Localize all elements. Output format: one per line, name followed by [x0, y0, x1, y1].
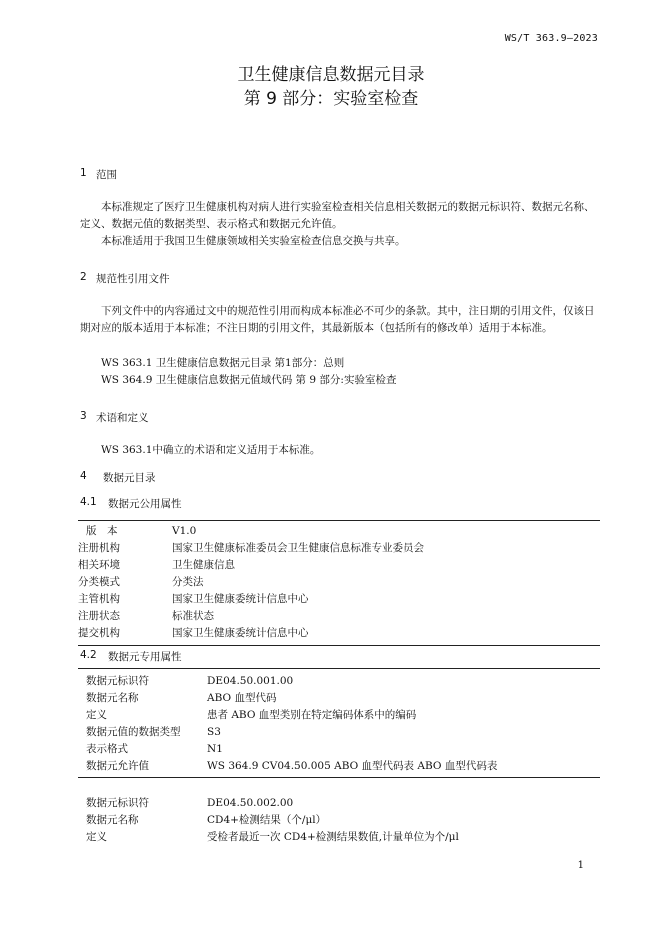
table-4-1-bottom-rule [78, 645, 600, 646]
section-1-paragraph-1: 本标准规定了医疗卫生健康机构对病人进行实验室检查相关信息相关数据元的数据元标识符、数据元名称、定义、数据元值的数据类型、表示格式和数据元允许值。 [80, 201, 595, 230]
section-2-paragraph-1: 下列文件中的内容通过文中的规范性引用而构成本标准必不可少的条款。其中，注日期的引用文件，仅该日期对应的版本适用于本标准；不注日期的引用文件，其最新版本（包括所有的修改单）适用于本标准。 [80, 305, 595, 334]
standard-code: WS/T 363.9—2023 [504, 33, 598, 44]
row-label: 定义 [86, 831, 107, 843]
table-row [78, 557, 600, 574]
row-label: 版 本 [86, 525, 118, 537]
row-value: 国家卫生健康标准委员会卫生健康信息标准专业委员会 [172, 542, 424, 554]
section-4-2-title: 数据元专用属性 [108, 651, 182, 663]
section-3-number: 3 [80, 410, 87, 422]
row-label: 数据元标识符 [86, 675, 149, 687]
row-value: 受检者最近一次 CD4+检测结果数值,计量单位为个/μl [207, 831, 459, 843]
row-value: S3 [207, 726, 221, 738]
section-2-number: 2 [80, 271, 87, 283]
row-label: 注册状态 [78, 610, 120, 622]
table-4-1-top-rule [78, 520, 600, 521]
table-row [78, 795, 600, 812]
row-value: 国家卫生健康委统计信息中心 [172, 593, 309, 605]
table-row [78, 758, 600, 775]
row-label: 提交机构 [78, 627, 120, 639]
reference-ws-364-9: WS 364.9 卫生健康信息数据元值域代码 第 9 部分:实验室检查 [101, 374, 397, 386]
table-row [78, 812, 600, 829]
row-value: N1 [207, 743, 223, 755]
page-number: 1 [577, 860, 584, 871]
section-4-1-number: 4.1 [80, 496, 97, 508]
section-4-1-title: 数据元公用属性 [108, 498, 182, 510]
table-4-2-block-1-bottom-rule [78, 777, 600, 778]
row-label: 数据元值的数据类型 [86, 726, 181, 738]
row-value: 标准状态 [172, 610, 214, 622]
row-label: 定义 [86, 709, 107, 721]
row-value: DE04.50.001.00 [207, 675, 294, 687]
row-value: ABO 血型代码 [207, 692, 277, 704]
row-value: 国家卫生健康委统计信息中心 [172, 627, 309, 639]
row-label: 相关环境 [78, 559, 120, 571]
section-1-number: 1 [80, 167, 87, 179]
row-value: 卫生健康信息 [172, 559, 235, 571]
row-label: 数据元名称 [86, 814, 139, 826]
table-row [78, 741, 600, 758]
table-row [78, 829, 600, 846]
row-value: 患者 ABO 血型类别在特定编码体系中的编码 [207, 709, 417, 721]
row-value: 分类法 [172, 576, 204, 588]
table-row [78, 540, 600, 557]
reference-ws-363-1: WS 363.1 卫生健康信息数据元目录 第1部分：总则 [101, 357, 345, 369]
row-label: 数据元允许值 [86, 760, 149, 772]
title-line-1: 卫生健康信息数据元目录 [237, 65, 425, 85]
section-4-title: 数据元目录 [103, 472, 156, 484]
row-label: 分类模式 [78, 576, 120, 588]
table-row [78, 690, 600, 707]
table-4-2-top-rule [78, 668, 600, 669]
row-label: 主管机构 [78, 593, 120, 605]
table-row [78, 724, 600, 741]
row-value: DE04.50.002.00 [207, 797, 294, 809]
row-label: 数据元名称 [86, 692, 139, 704]
table-row [78, 707, 600, 724]
table-row [78, 523, 600, 540]
row-value: CD4+检测结果（个/μl） [207, 814, 327, 826]
table-row [78, 625, 600, 642]
row-label: 注册机构 [78, 542, 120, 554]
title-line-2: 第 9 部分：实验室检查 [243, 89, 419, 109]
row-value: V1.0 [172, 525, 197, 537]
row-label: 数据元标识符 [86, 797, 149, 809]
table-row [78, 591, 600, 608]
row-label: 表示格式 [86, 743, 128, 755]
section-1-paragraph-2: 本标准适用于我国卫生健康领域相关实验室检查信息交换与共享。 [101, 235, 406, 247]
section-3-paragraph-1: WS 363.1中确立的术语和定义适用于本标准。 [101, 444, 321, 456]
table-row [78, 673, 600, 690]
section-2-title: 规范性引用文件 [96, 273, 170, 285]
row-value: WS 364.9 CV04.50.005 ABO 血型代码表 ABO 血型代码表 [207, 760, 498, 772]
table-row [78, 574, 600, 591]
table-row [78, 608, 600, 625]
section-3-title: 术语和定义 [96, 412, 149, 424]
section-4-2-number: 4.2 [80, 649, 97, 661]
section-4-number: 4 [80, 470, 87, 482]
section-1-title: 范围 [96, 169, 117, 181]
